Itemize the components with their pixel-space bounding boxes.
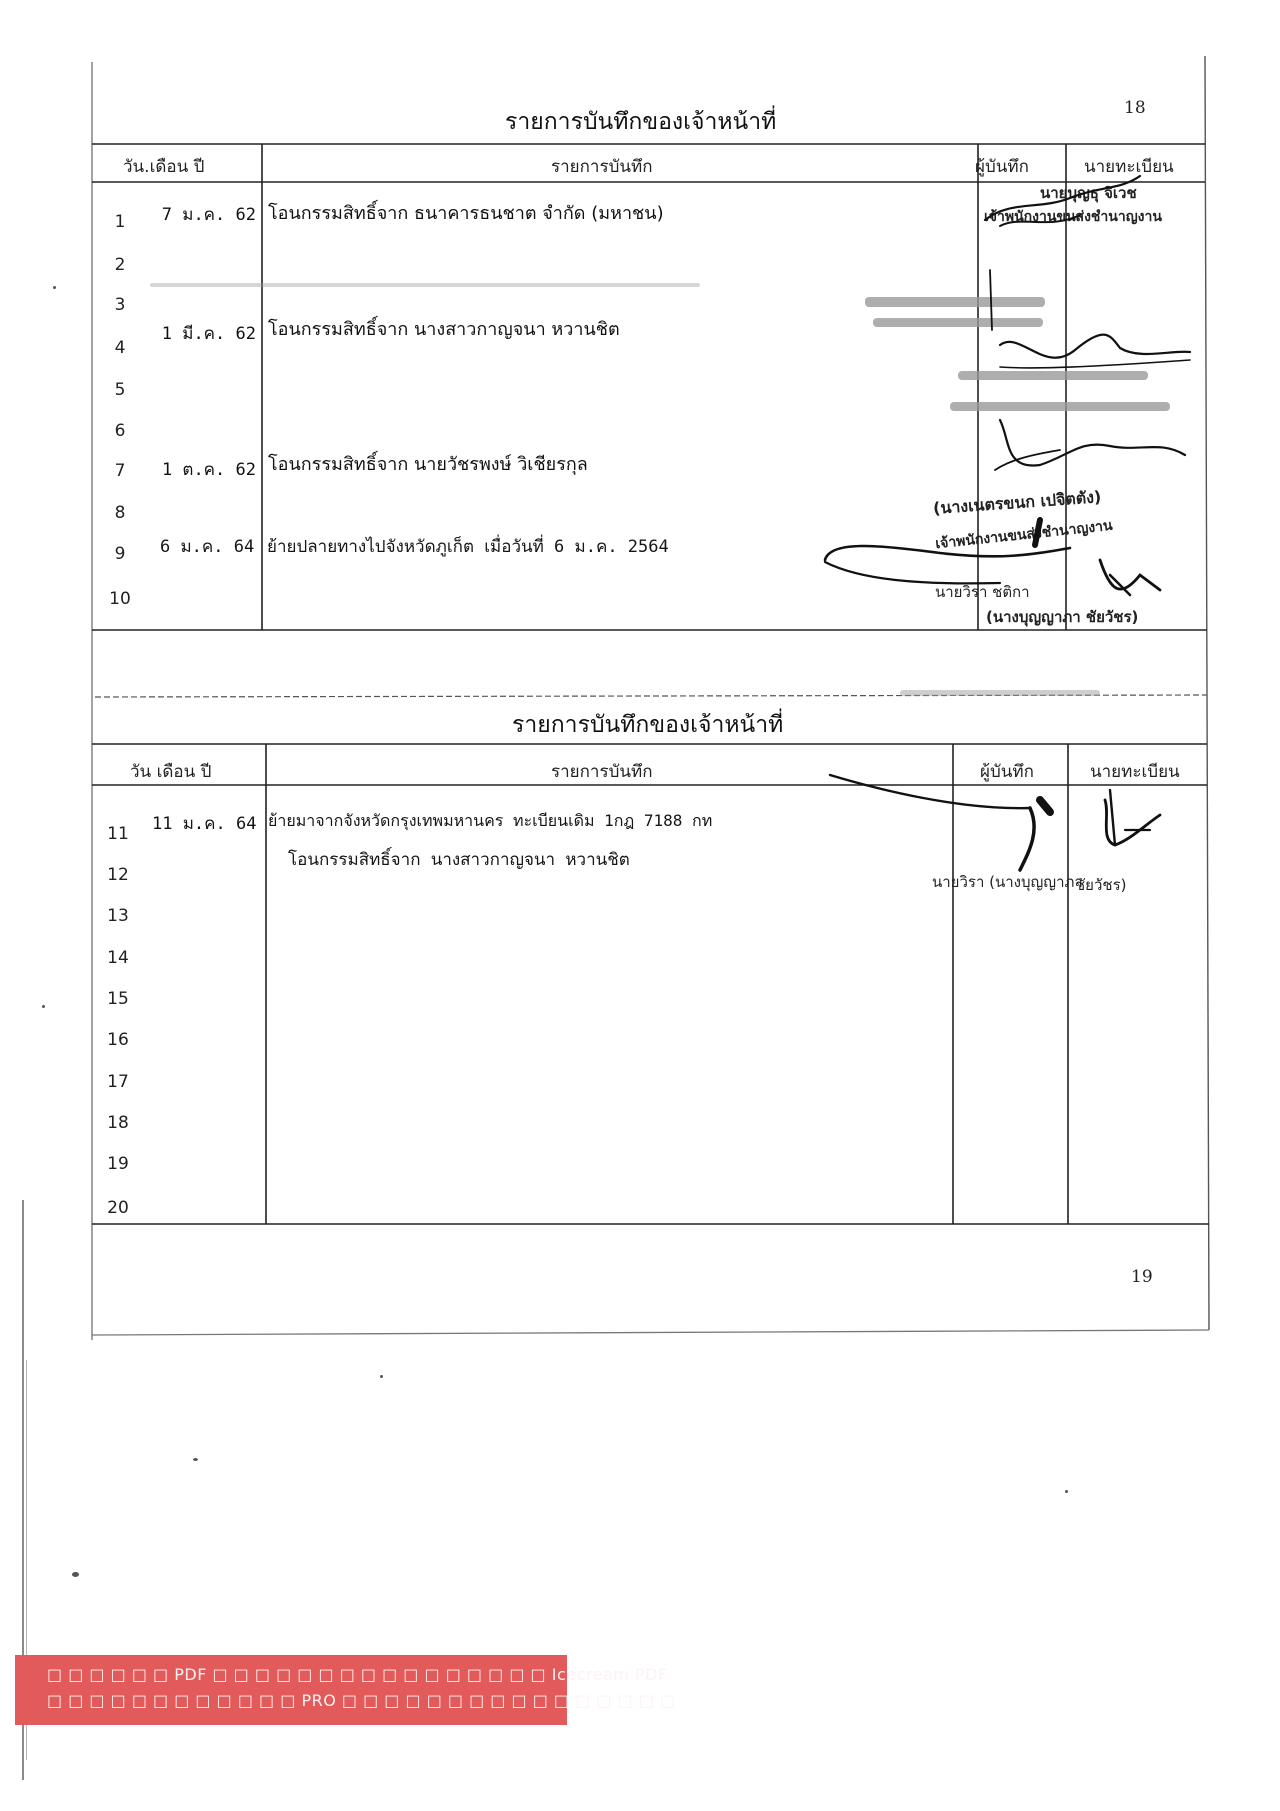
table1-title: รายการบันทึกของเจ้าหน้าที่	[505, 109, 777, 135]
row-number: 13	[107, 906, 129, 926]
row-number: 17	[107, 1072, 129, 1092]
entry-date: 1 มี.ค. 62	[161, 324, 256, 344]
row-number: 16	[107, 1030, 129, 1050]
row-number: 20	[107, 1198, 129, 1218]
entry-text: โอนกรรมสิทธิ์จาก นายวัชรพงษ์ วิเชียรกุล	[268, 454, 588, 475]
table2-header-recorder: ผู้บันทึก	[980, 762, 1034, 782]
page-number-bottom: 19	[1131, 1267, 1153, 1287]
scan-speck	[193, 1458, 198, 1461]
stamp-recorder-3-title: เจ้าพนักงานขนส่งชำนาญงาน	[934, 517, 1114, 553]
row-number: 14	[107, 948, 129, 968]
entry-date: 1 ต.ค. 62	[161, 460, 256, 480]
row-number: 2	[114, 255, 126, 275]
stamp-recorder-4-name: นายวิรา ชติกา	[935, 583, 1030, 601]
page-number-top: 18	[1124, 98, 1146, 118]
stamp-recorder-11: นายวิรา (นางบุญญาภา	[932, 873, 1083, 891]
entry-text: โอนกรรมสิทธิ์จาก ธนาคารธนชาต จำกัด (มหาชน)	[268, 203, 664, 224]
table2-header-entry: รายการบันทึก	[551, 762, 653, 782]
row-number: 9	[114, 544, 126, 564]
stamp-recorder-1: นายบุญธุ จิเวช	[1040, 184, 1137, 202]
scan-speck	[1065, 1490, 1068, 1493]
table2-header-registrar: นายทะเบียน	[1090, 762, 1180, 782]
stamp-registrar-4: (นางบุญญาภา ชัยวัชร)	[986, 608, 1139, 626]
stamp-registrar-11: ชัยวัชร)	[1075, 876, 1127, 894]
table1-header-recorder: ผู้บันทึก	[975, 157, 1029, 177]
row-number: 7	[114, 461, 126, 481]
stamp-recorder-1-title: เจ้าพนักงานขนส่งชำนาญงาน	[984, 209, 1162, 225]
table1-frame	[92, 56, 1209, 1340]
row-number: 11	[107, 824, 129, 844]
table1-header-registrar: นายทะเบียน	[1084, 157, 1174, 177]
row-number: 5	[114, 380, 126, 400]
row-number: 12	[107, 865, 129, 885]
table1-header-entry: รายการบันทึก	[551, 157, 653, 177]
row-number: 4	[114, 338, 126, 358]
signature-strokes	[825, 176, 1190, 870]
faint-stamp-marks	[150, 283, 1170, 696]
row-number: 15	[107, 989, 129, 1009]
scan-speck	[42, 1005, 45, 1008]
table1-header-date: วัน.เดือน ปี	[123, 157, 205, 177]
row-number: 6	[114, 421, 126, 441]
table2-frame	[92, 744, 1209, 1335]
scan-speck	[53, 286, 56, 289]
entry-date: 6 ม.ค. 64	[160, 537, 255, 557]
row-number: 10	[109, 589, 131, 609]
table2-header-date: วัน เดือน ปี	[130, 762, 212, 782]
row-number: 1	[114, 212, 126, 232]
watermark-line-1: □ □ □ □ □ □ PDF □ □ □ □ □ □ □ □ □ □ □ □ □ □ □ □ Icecream PDF	[47, 1665, 668, 1684]
row-number: 19	[107, 1154, 129, 1174]
stamp-recorder-3-name: (นางเนตรขนก เปจิตตัง)	[932, 487, 1102, 518]
entry-text: โอนกรรมสิทธิ์จาก นางสาวกาญจนา หวานชิต	[268, 319, 620, 340]
scan-speck	[380, 1375, 383, 1378]
entry-date: 7 ม.ค. 62	[161, 205, 256, 225]
entry-text-line2: โอนกรรมสิทธิ์จาก นางสาวกาญจนา หวานชิต	[288, 850, 630, 870]
entry-date: 11 ม.ค. 64	[152, 814, 257, 834]
row-number: 3	[114, 295, 126, 315]
watermark-line-2: □ □ □ □ □ □ □ □ □ □ □ □ PRO □ □ □ □ □ □ □ □ □ □ □ □ □ □ □ □	[47, 1691, 676, 1710]
row-number: 18	[107, 1113, 129, 1133]
table2-title: รายการบันทึกของเจ้าหน้าที่	[512, 712, 784, 738]
icecream-pdf-watermark	[15, 1655, 676, 1725]
entry-text: ย้ายปลายทางไปจังหวัดภูเก็ต เมื่อวันที่ 6 ม.ค. 2564	[267, 537, 669, 557]
scan-speck	[72, 1572, 79, 1577]
row-number: 8	[114, 503, 126, 523]
entry-text-line1: ย้ายมาจากจังหวัดกรุงเทพมหานคร ทะเบียนเดิม 1กฎ 7188 กท	[268, 811, 713, 830]
